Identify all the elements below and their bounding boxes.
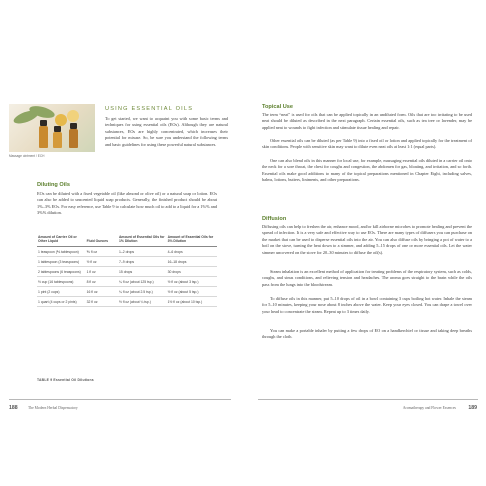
topical-use-paragraph: One can also blend oils in this manner for local use, for example, massaging essential oils diluted in a carrier oil onto the neck for a sore throat, the chest for coughs and congestion, the abdomen for gas, bloating, and irritation, and so forth. Essential oils make good additions to many of the topical preparations mentioned in Chapter Eight, including salves, balms, lotions, butters, liniments, and other preparations. bbox=[262, 158, 472, 183]
table-cell: 8 fl oz bbox=[86, 277, 118, 287]
diffusion-paragraph: Steam inhalation is an excellent method of application for treating problems of the respiratory system, such as colds, coughs, and sinus conditions, and relieving tension and headaches. The aroma goes straight to the brain while the oils pass from the lungs into the bloodstream. bbox=[262, 269, 472, 287]
footer-rule-right bbox=[258, 399, 478, 400]
table-cell: 7–9 drops bbox=[118, 257, 167, 267]
photo-caption: Massage ointment / ECH bbox=[9, 154, 45, 158]
running-head-right: Aromatherapy and Flower Essences bbox=[402, 406, 456, 410]
table-row bbox=[37, 267, 217, 277]
table-cell: ⅙ fl oz bbox=[86, 247, 118, 257]
oil-bottle bbox=[39, 126, 48, 148]
table-cell: 15 drops bbox=[118, 267, 167, 277]
intro-paragraph: To get started, we want to acquaint you with some basic terms and techniques for using essential oils (EOs). Although they are natural substances, EOs are highly concentrated, which increases their potential for misuse. So, be sure you understand the following terms and basic guidelines for using these powerful natural substances. bbox=[105, 116, 228, 147]
oil-bottle-cap bbox=[70, 123, 77, 129]
table-cell: 1 teaspoon (⅙ tablespoon) bbox=[37, 247, 86, 257]
page-number-left: 188 bbox=[9, 405, 18, 411]
topical-use-heading: Topical Use bbox=[262, 104, 293, 110]
column-header: Amount of Essential Oils for 3% Dilution bbox=[167, 234, 217, 247]
table-header-row bbox=[37, 234, 217, 247]
oil-bottle bbox=[53, 132, 62, 148]
dilution-table bbox=[37, 234, 217, 307]
table-cell: 30 drops bbox=[167, 267, 217, 277]
table-cell: 1 fl oz bbox=[86, 267, 118, 277]
diffusion-paragraph: You can make a portable inhaler by putting a few drops of EO on a handkerchief or tissue and taking deep breaths through the cloth. bbox=[262, 328, 472, 340]
flower-decoration bbox=[55, 114, 67, 126]
table-cell: ½ fl oz (about 5 tsp.) bbox=[167, 287, 217, 297]
oil-bottle-cap bbox=[54, 126, 61, 132]
topical-use-paragraph: Other essential oils can be diluted (as per Table 9) into a fixed oil or lotion and applied topically for the treatment of skin conditions. People with sensitive skin may want to dilute even neat oils at least 1:1 (equal parts). bbox=[262, 138, 472, 150]
oil-bottle-cap bbox=[40, 120, 47, 126]
table-cell: ½ cup (16 tablespoons) bbox=[37, 277, 86, 287]
table-cell: 16 fl oz bbox=[86, 287, 118, 297]
column-header: Amount of Essential Oils for 1% Dilution bbox=[118, 234, 167, 247]
topical-use-paragraph: The term “neat” is used for oils that can be applied topically in an undiluted form. Oils that are too irritating to be used neat should be diluted as described in the next paragraph. Certain essential oils, such as tea tree or lavender, may be applied neat to wounds to fight infection and stimulate tissue healing and repair. bbox=[262, 112, 472, 130]
table-cell: ½ fl oz (about ¼ tsp.) bbox=[118, 297, 167, 307]
table-cell: 1–2 drops bbox=[118, 247, 167, 257]
table-cell: ¼ fl oz (about 2.5 tsp.) bbox=[118, 287, 167, 297]
section-heading: USING ESSENTIAL OILS bbox=[105, 106, 194, 112]
table-row bbox=[37, 287, 217, 297]
column-header: Fluid Ounces bbox=[86, 234, 118, 247]
table-cell: 1 pint (2 cups) bbox=[37, 287, 86, 297]
table-cell: 4–6 drops bbox=[167, 247, 217, 257]
footer-rule-left bbox=[9, 399, 231, 400]
table-row bbox=[37, 257, 217, 267]
table-cell: 16–18 drops bbox=[167, 257, 217, 267]
page-number-right: 189 bbox=[468, 405, 477, 411]
table-cell: ¼ fl oz (about 125 tsp.) bbox=[118, 277, 167, 287]
table-caption: TABLE 9 Essential Oil Dilutions bbox=[37, 378, 94, 382]
table-cell: ½ fl oz (about 3 tsp.) bbox=[167, 277, 217, 287]
table-cell: 1 tablespoon (3 teaspoons) bbox=[37, 257, 86, 267]
diluting-oils-text: EOs can be diluted with a fixed vegetable oil (like almond or olive oil) or a natural soap or lotion. EOs can also be added to unscented liquid soap products. Generally, the finished product should be about 1%–3% EOs. For easy reference, use Table 9 to calculate how much oil to add to a liquid for a 1%% and 3%% dilution. bbox=[37, 191, 217, 216]
diffusion-heading: Diffusion bbox=[262, 216, 287, 222]
table-cell: ½ fl oz bbox=[86, 257, 118, 267]
table-row bbox=[37, 247, 217, 257]
table-cell: 1 quart (4 cups or 2 pints) bbox=[37, 297, 86, 307]
table-cell: 2 tablespoons (6 teaspoons) bbox=[37, 267, 86, 277]
table-row bbox=[37, 297, 217, 307]
table-cell: 32 fl oz bbox=[86, 297, 118, 307]
running-head-left: The Modern Herbal Dispensatory bbox=[28, 406, 78, 410]
table-row bbox=[37, 277, 217, 287]
flower-decoration bbox=[67, 110, 79, 122]
diluting-oils-heading: Diluting Oils bbox=[37, 182, 70, 188]
table-cell: 1½ fl oz (about 10 tsp.) bbox=[167, 297, 217, 307]
essential-oils-photo bbox=[9, 104, 95, 152]
column-header: Amount of Carrier Oil or Other Liquid bbox=[37, 234, 86, 247]
diffusion-paragraph: To diffuse oils in this manner, put 5–10 drops of oil in a bowl containing 3 cups boiling hot water. Inhale the steam for 5–10 minutes, keeping your nose about 8 inches above the water. Keep your eyes closed. You can drape a towel over your head to concentrate the steam. Repeat up to 3 times daily. bbox=[262, 296, 472, 314]
diffusion-paragraph: Diffusing oils can help to freshen the air, enhance mood, and/or kill airborne microbes to promote healing and prevent the spread of infection. It is a very safe and effective way to use EOs. There are many types of diffusers you can purchase on the market that can be used to disperse essential oils into the air. You can also diffuse oils by bringing a pot of water to a boil on the stove, turning the heat down to a simmer, and adding 5–15 drops of one or more essential oils. Let the water simmer uncovered on the stove for 20–30 minutes to diffuse the oil(s). bbox=[262, 224, 472, 255]
oil-bottle bbox=[69, 129, 78, 148]
